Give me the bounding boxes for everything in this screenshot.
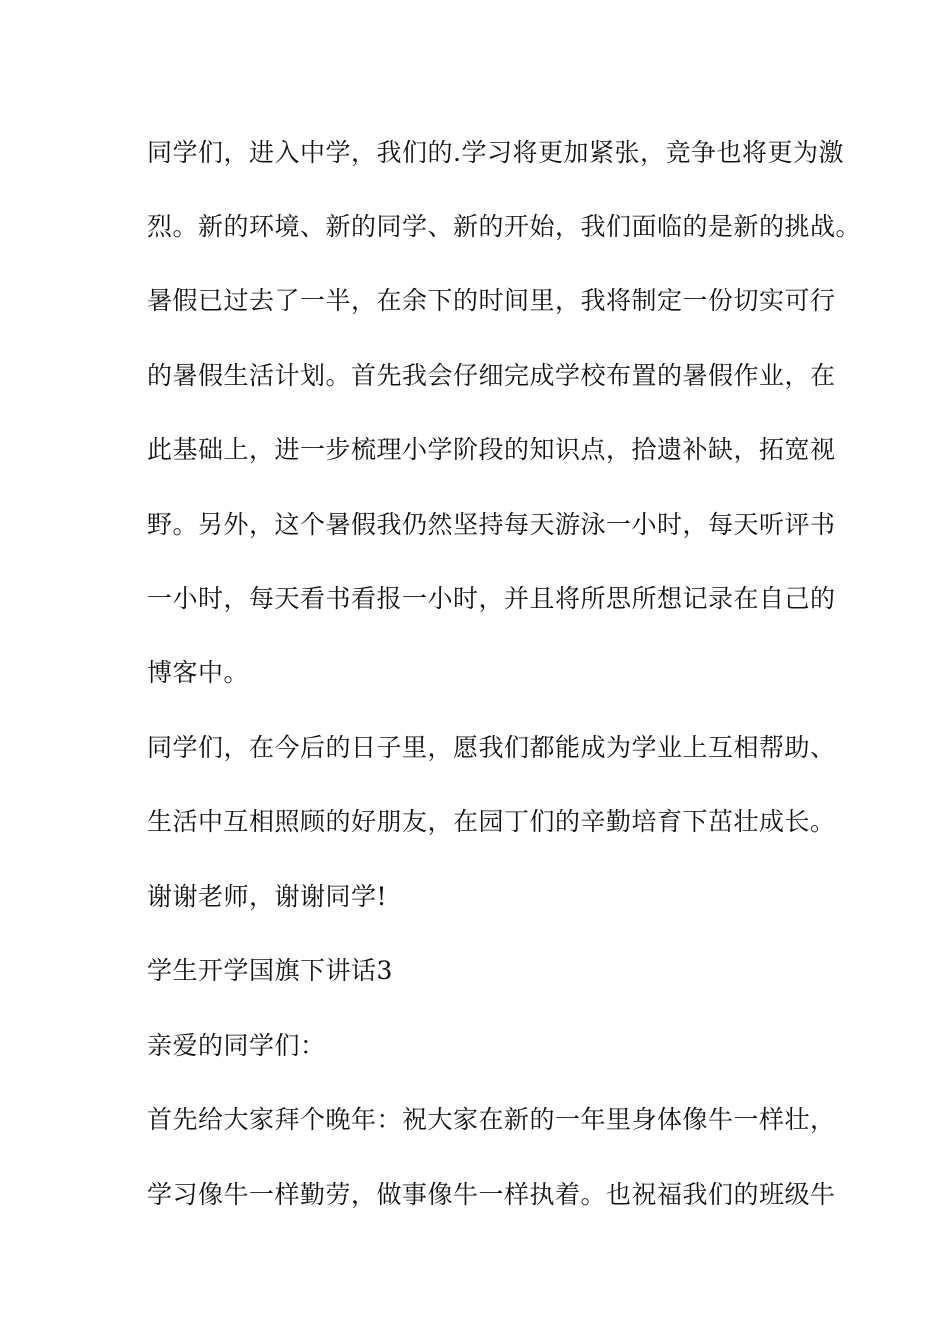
paragraph-line: 的暑假生活计划。首先我会仔细完成学校布置的暑假作业，在	[147, 361, 836, 390]
paragraph-line: 学习像牛一样勤劳，做事像牛一样执着。也祝福我们的班级牛	[147, 1180, 836, 1209]
thanks-line: 谢谢老师，谢谢同学!	[147, 882, 388, 911]
paragraph-line: 生活中互相照顾的好朋友，在园丁们的辛勤培育下茁壮成长。	[147, 807, 836, 836]
paragraph-line: 首先给大家拜个晚年：祝大家在新的一年里身体像牛一样壮，	[147, 1105, 836, 1134]
paragraph-line: 此基础上，进一步梳理小学阶段的知识点，拾遗补缺，拓宽视	[147, 435, 836, 464]
paragraph-line: 一小时，每天看书看报一小时，并且将所思所想记录在自己的	[147, 584, 836, 613]
section-title: 学生开学国旗下讲话3	[147, 956, 393, 985]
paragraph-line: 暑假已过去了一半，在余下的时间里，我将制定一份切实可行	[147, 286, 836, 315]
paragraph-line: 野。另外，这个暑假我仍然坚持每天游泳一小时，每天听评书	[147, 510, 836, 539]
paragraph-line: 博客中。	[147, 658, 250, 687]
paragraph-line: 同学们，在今后的日子里，愿我们都能成为学业上互相帮助、	[147, 733, 836, 762]
greeting-line: 亲爱的同学们：	[147, 1031, 326, 1060]
paragraph-line: 烈。新的环境、新的同学、新的开始，我们面临的是新的挑战。	[147, 212, 862, 241]
paragraph-line: 同学们，进入中学，我们的.学习将更加紧张，竞争也将更为激	[147, 138, 844, 167]
